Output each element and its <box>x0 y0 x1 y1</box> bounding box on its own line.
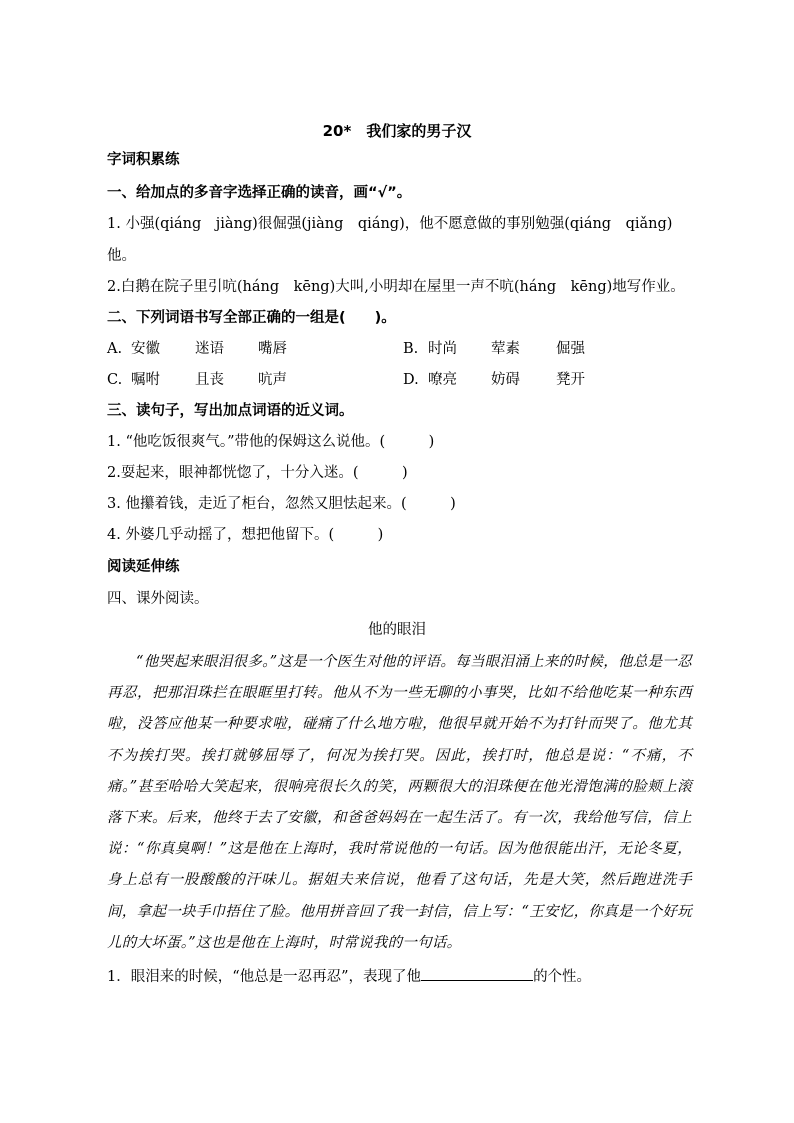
question-4-sub-1 <box>107 964 591 987</box>
option-letter: C. <box>107 372 123 388</box>
question-3-item-4: 4. 外婆几乎动摇了，想把他留下。( ) <box>107 527 384 543</box>
page-title: 20* 我们家的男子汉 <box>322 122 472 140</box>
passage-title: 他的眼泪 <box>368 622 426 638</box>
section-heading-vocabulary: 字词积累练 <box>107 152 180 168</box>
question-2-heading: 二、下列词语书写全部正确的一组是( )。 <box>107 310 396 326</box>
option-word: 时尚 <box>428 341 457 357</box>
option-word: 嘴唇 <box>258 341 287 357</box>
option-word: 荤素 <box>491 341 520 357</box>
section-heading-reading: 阅读延伸练 <box>107 559 180 575</box>
option-letter: B. <box>403 341 419 357</box>
question-1-line-1: 1. 小强(qiáng jiàng)很倔强(jiàng qiáng)，他不愿意做的事别勉强(qiáng qiǎng) <box>107 216 673 232</box>
sub-question-text-end: 的个性。 <box>533 969 592 985</box>
option-letter: D. <box>403 372 419 388</box>
answer-blank[interactable] <box>421 964 533 981</box>
question-3-item-1: 1. “他吃饭很爽气。”带他的保姆这么说他。( ) <box>107 434 435 450</box>
option-letter: A. <box>107 341 123 357</box>
question-4-heading: 四、课外阅读。 <box>107 591 209 607</box>
option-word: 嘹亮 <box>428 372 457 388</box>
option-word: 安徽 <box>131 341 160 357</box>
option-word: 妨碍 <box>491 372 520 388</box>
question-3-heading: 三、读句子，写出加点词语的近义词。 <box>107 403 354 419</box>
option-word: 吭声 <box>258 372 287 388</box>
question-1-line-1-continued: 他。 <box>107 248 136 264</box>
question-3-item-2: 2.耍起来，眼神都恍惚了，十分入迷。( ) <box>107 465 408 481</box>
option-word: 倔强 <box>556 341 585 357</box>
option-word: 迷语 <box>195 341 224 357</box>
option-word: 凳开 <box>556 372 585 388</box>
sub-question-text: 1．眼泪来的时候，“他总是一忍再忍”，表现了他 <box>107 969 422 985</box>
option-word: 且丧 <box>195 372 224 388</box>
reading-passage: “他哭起来眼泪很多。”这是一个医生对他的评语。每当眼泪涌上来的时候，他总是一忍再忍，把那泪珠拦在眼眶里打转。他从不为一些无聊的小事哭，比如不给他吃某一种东西啦，没答应他某一种要求啦，碰痛了什么地方啦，他很早就开始不为打针而哭了。他尤其不为挨打哭。挨打就够屈辱了，何况为挨打哭。因此，挨打时，他总是说：“不痛，不痛。”甚至哈哈大笑起来，很响亮很长久的笑，两颗很大的泪珠便在他光滑饱满的脸颊上滚落下来。后来，他终于去了安徽，和爸爸妈妈在一起生活了。有一次，我给他写信，信上说：“你真臭啊！”这是他在上海时，我时常说他的一句话。因为他很能出汗，无论冬夏，身上总有一股酸酸的汗味儿。据姐夫来信说，他看了这句话，先是大笑，然后跑进洗手间，拿起一块手巾捂住了脸。他用拼音回了我一封信，信上写：“王安忆，你真是一个好玩儿的大坏蛋。”这也是他在上海时，时常说我的一句话。 <box>107 654 692 951</box>
question-3-item-3: 3. 他攥着钱，走近了柜台，忽然又胆怯起来。( ) <box>107 496 456 512</box>
option-word: 嘱咐 <box>131 372 160 388</box>
question-1-heading: 一、给加点的多音字选择正确的读音，画“√”。 <box>107 185 412 201</box>
question-1-line-2: 2.白鹅在院子里引吭(háng kēng)大叫,小明却在屋里一声不吭(háng kēng)地写作业。 <box>107 279 685 295</box>
